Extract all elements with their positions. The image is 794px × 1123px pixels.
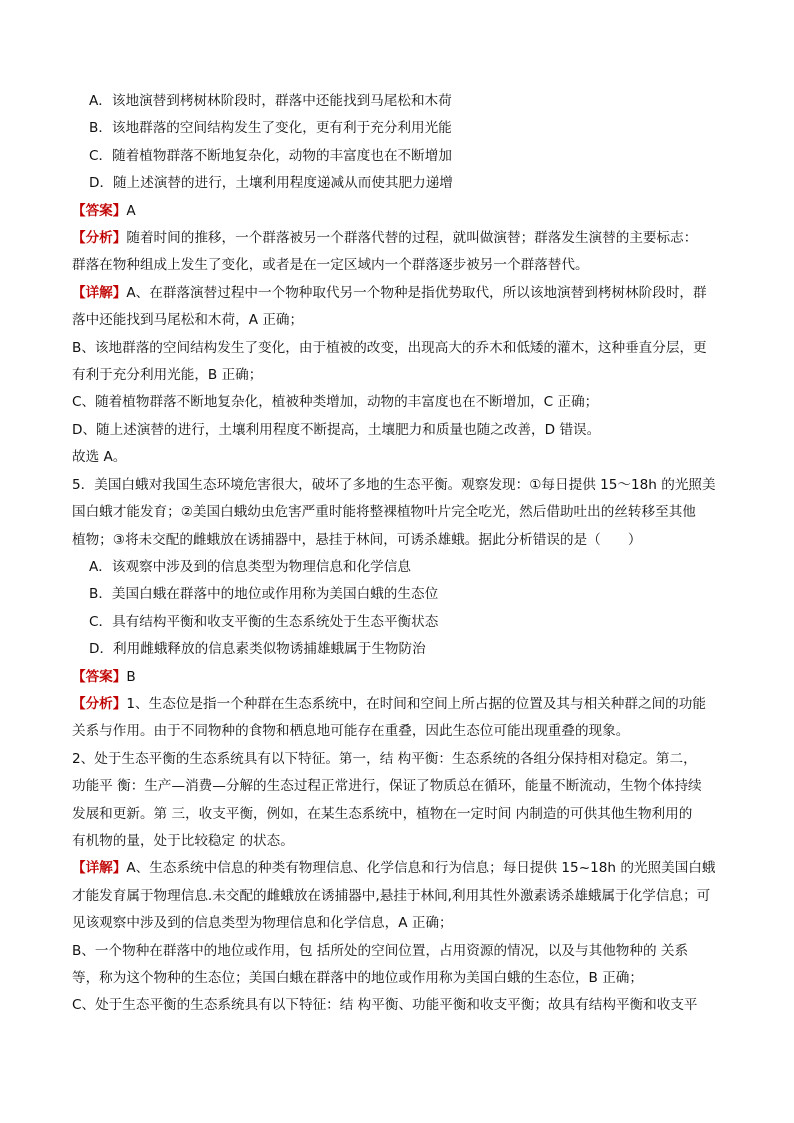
q4-detail-line: C、随着植物群落不断地复杂化，植被种类增加，动物的丰富度也在不断增加，C 正确； [72,394,599,411]
q5-analysis-line: 关系与作用。由于不同物种的食物和栖息地可能存在重叠，因此生态位可能出现重叠的现象。 [72,723,630,740]
q5-option-a: A．该观察中涉及到的信息类型为物理信息和化学信息 [89,558,411,575]
answer-label: 【答案】 [72,202,127,219]
q5-analysis-line: 有机物的量，处于比较稳定 的状态。 [72,832,294,849]
detail-label: 【详解】 [72,284,127,301]
q4-detail-line: 落中还能找到马尾松和木荷，A 正确； [72,312,304,329]
q5-answer [72,664,724,691]
q4-option-d: D．随上述演替的进行，土壤利用程度递减从而使其肥力递增 [89,175,453,192]
q5-option-b: B．美国白蛾在群落中的地位或作用称为美国白蛾的生态位 [89,586,439,603]
q5-analysis-line: 发展和更新。第 三，收支平衡，例如，在某生态系统中，植物在一定时间 内制造的可供其他生物利用的 [72,805,693,822]
analysis-label: 【分析】 [72,230,127,247]
analysis-label: 【分析】 [72,695,127,712]
q5-detail-line: B、一个物种在群落中的地位或作用，包 括所处的空间位置，占用资源的情况，以及与其他物种的 关系 [72,942,689,959]
q5-option-c: C．具有结构平衡和收支平衡的生态系统处于生态平衡状态 [89,613,439,630]
q4-conclusion: 故选 A。 [72,449,127,466]
q4-detail-line: D、随上述演替的进行，土壤利用程度不断提高，土壤肥力和质量也随之改善，D 错误。 [72,421,601,438]
q4-answer-value: A [126,202,136,219]
document-page [72,88,724,1020]
q4-answer [72,198,724,225]
q5-option-d: D．利用雌蛾释放的信息素类似物诱捕雄蛾属于生物防治 [89,641,426,658]
q4-detail-line: B、该地群落的空间结构发生了变化，由于植被的改变，出现高大的乔木和低矮的灌木，这种垂直分层，更 [72,339,707,356]
q5-detail-text: A、生态系统中信息的种类有物理信息、化学信息和行为信息；每日提供 15~18h 的光照美国白蛾 [126,860,716,877]
q4-detail [72,280,724,307]
answer-label: 【答案】 [72,668,127,685]
q5-analysis [72,691,724,718]
q5-detail-line: C、处于生态平衡的生态系统具有以下特征：结 构平衡、功能平衡和收支平衡；故具有结构平衡和收支平 [72,997,698,1014]
q4-analysis-text: 随着时间的推移，一个群落被另一个群落代替的过程，就叫做演替；群落发生演替的主要标志： [126,230,698,247]
q5-analysis-line: 功能平 衡：生产—消费—分解的生态过程正常进行，保证了物质总在循环，能量不断流动，生物个体持续 [72,778,702,795]
q4-detail-line: 有利于充分利用光能，B 正确； [72,367,263,384]
q5-detail-line: 等，称为这个物种的生态位；美国白蛾在群落中的地位或作用称为美国白蛾的生态位，B 正确； [72,970,643,986]
q5-stem-line: 植物；③将未交配的雌蛾放在诱捕器中，悬挂于林间，可诱杀雄蛾。据此分析错误的是（ ） [72,531,642,548]
q4-option-a: A．该地演替到栲树林阶段时，群落中还能找到马尾松和木荷 [89,93,452,109]
q4-analysis-line: 群落在物种组成上发生了变化，或者是在一定区域内一个群落逐步被另一个群落替代。 [72,257,589,274]
detail-label: 【详解】 [72,860,127,877]
q5-detail [72,855,724,882]
q5-detail-line: 才能发育属于物理信息.未交配的雌蛾放在诱捕器中,悬挂于林间,利用其性外激素诱杀雄蛾属于化学信息；可 [72,887,711,904]
q5-stem-line: 5．美国白蛾对我国生态环境危害很大，破坏了多地的生态平衡。观察发现：①每日提供 15～18h 的光照美 [72,476,716,493]
q5-stem-line: 国白蛾才能发育；②美国白蛾幼虫危害严重时能将整裸植物叶片完全吃光，然后借助吐出的丝转移至其他 [72,504,696,521]
q4-detail-text: A、在群落演替过程中一个物种取代另一个物种是指优势取代，所以该地演替到栲树林阶段时，群 [126,284,707,301]
q5-analysis-line: 2、处于生态平衡的生态系统具有以下特征。第一，结 构平衡：生态系统的各组分保持相对稳定。第二， [72,750,697,767]
q5-answer-value: B [126,668,136,685]
q4-option-c: C．随着植物群落不断地复杂化，动物的丰富度也在不断增加 [89,147,452,164]
q4-analysis [72,225,724,252]
q5-analysis-text: 1、生态位是指一个种群在生态系统中，在时间和空间上所占据的位置及其与相关种群之间的功能 [126,695,706,712]
q4-option-b: B．该地群落的空间结构发生了变化，更有利于充分利用光能 [89,120,452,137]
q5-detail-line: 见该观察中涉及到的信息类型为物理信息和化学信息，A 正确； [72,915,453,932]
